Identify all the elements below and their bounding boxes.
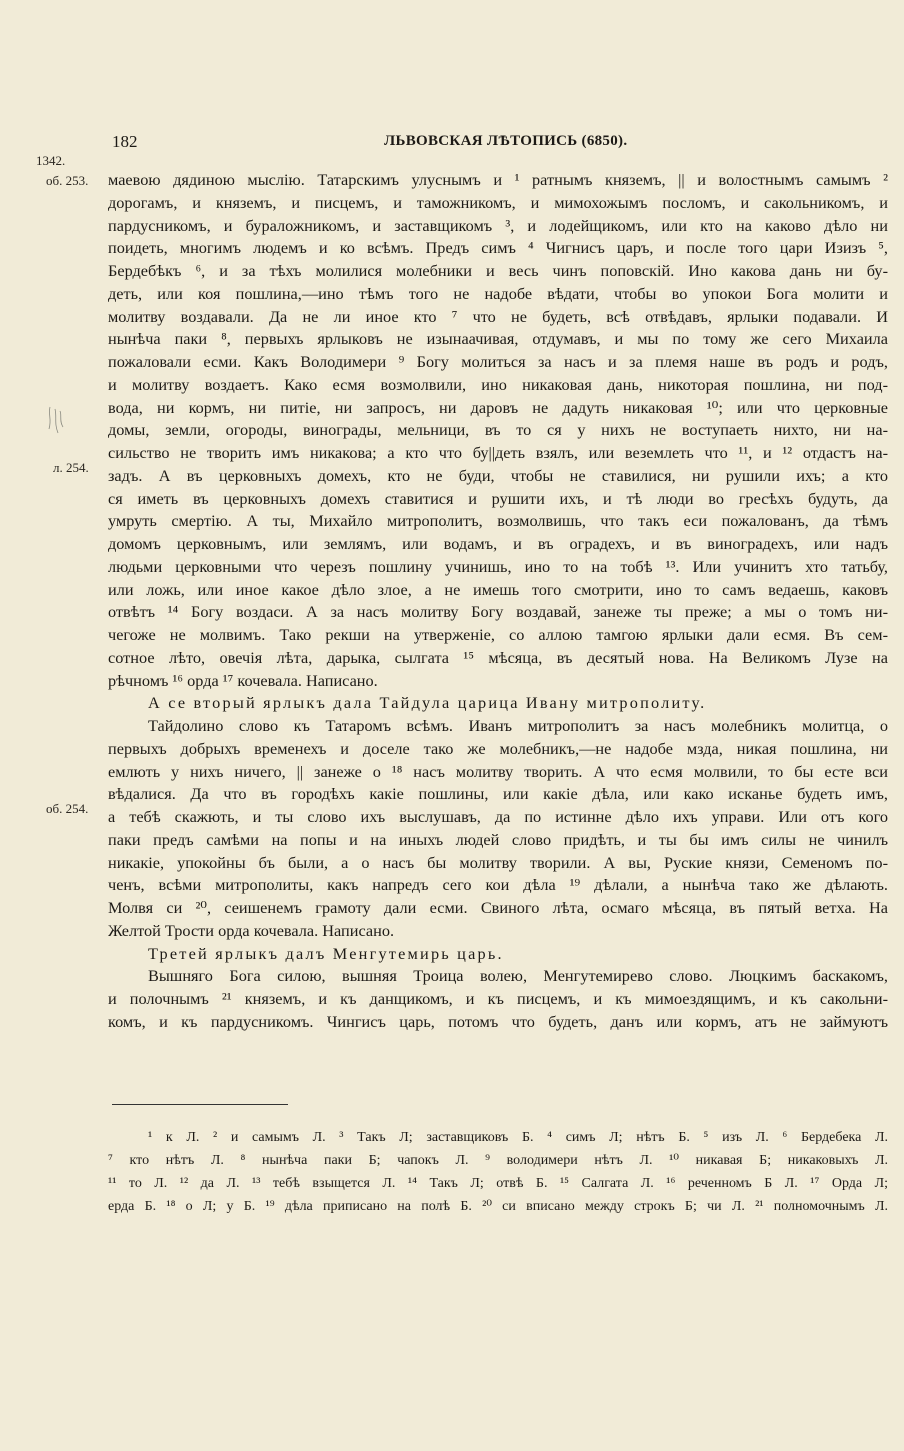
body-line-26: первыхъ добрыхъ временехъ и доселе тако же молебникъ,—не надобе мзда, никая пошлина, ни xyxy=(108,738,888,758)
body-line-8: нынѣча паки ⁸, первыхъ ярлыковъ не изынаачивая, отдумавъ, и мы по тому же сего Михаила xyxy=(108,329,888,349)
margin-year: 1342. xyxy=(36,153,66,168)
page-number: 182 xyxy=(112,132,138,151)
body-line-29: а тебѣ скажють, и ты слово ихъ выслушавъ, да по истинне дѣло ихъ управи. Или отъ кого xyxy=(108,807,888,826)
body-line-37: и полочнымъ ²¹ княземъ, и къ данщикомъ, и къ писцемъ, и къ мимоездящимъ, и къ сакольни- xyxy=(108,989,888,1008)
body-line-16: умруть смертію. А ты, Михайло митрополитъ, возмолвишь, что такъ еси пожалованъ, да тѣмъ xyxy=(108,511,888,531)
footnote-line-1: ¹ к Л. ² и самымъ Л. ³ Такъ Л; заставщиковъ Б. ⁴ симъ Л; нѣтъ Б. ⁵ изъ Л. ⁶ Бердебека Л. xyxy=(148,1130,888,1145)
body-line-27: емлють у нихъ ничего, || занеже о ¹⁸ насъ молитву творить. А что есмя молвили, то бы есте вси xyxy=(108,761,888,781)
page-header xyxy=(112,132,892,156)
footnotes xyxy=(108,1126,888,1218)
margin-folio-l254: л. 254. xyxy=(53,460,89,475)
body-line-34: Желтой Трости орда кочевала. Написано. xyxy=(108,920,395,940)
body-line-33: Молвя си ²⁰, сеишенемъ грамоту дали есми. Свиного лѣта, осмаго мѣсяца, въ пятый ветха. На xyxy=(108,898,888,917)
body-line-36: Вышняго Бога силою, вышняя Троица волею, Менгутемирево слово. Люцкимъ баскакомъ, xyxy=(148,966,888,986)
body-line-1: маевою дядиною мыслію. Татарскимъ улуснымъ и ¹ ратнымъ княземъ, || и волостнымъ самымъ ² xyxy=(108,170,888,189)
body-line-14: задъ. А въ церковныхъ домехъ, кто не буди, чтобы не ставилися, ни рушили ихъ; а кто xyxy=(108,465,888,485)
body-line-12: домы, земли, огороды, винограды, мельници, въ то ся у нихъ не воступаеть нихто, ни на- xyxy=(108,420,888,440)
running-title: ЛЬВОВСКАЯ ЛѢТОПИСЬ (6850). xyxy=(384,133,628,149)
body-line-3: пардусникомъ, и бураложникомъ, и заставщикомъ ³, и лодейщикомъ, или кто на каково дѣло ни xyxy=(108,215,888,235)
body-line-15: ся иметь въ церковныхъ домехъ ставитися и рушити ихъ, и тѣ люди во гресѣхъ будуть, да xyxy=(108,488,888,508)
margin-folio-ob253: об. 253. xyxy=(46,173,89,188)
body-line-31: никакіе, упокойны бъ были, а о насъ бы молитву творили. А вы, Руские князи, Семеномъ по- xyxy=(108,852,888,872)
body-line-21: чегоже не молвимъ. Тако рекши на утверженіе, со аллою тамгою ярлыки дали есмя. Въ сем- xyxy=(108,625,888,644)
footnote-line-2: ⁷ кто нѣтъ Л. ⁸ нынѣча паки Б; чапокъ Л. ⁹ володимери нѣтъ Л. ¹⁰ никавая Б; никаковыхъ Л. xyxy=(108,1153,888,1168)
body-line-25: Тайдолино слово къ Татаромъ всѣмъ. Иванъ митрополитъ за насъ молебникъ молитца, о xyxy=(148,716,888,735)
section-heading-2: А се вторый ярлыкъ дала Тайдула царица Ивану митрополиту. xyxy=(148,693,707,713)
footnote-line-4: ерда Б. ¹⁸ о Л; у Б. ¹⁹ дѣла приписано на полѣ Б. ²⁰ си вписано между строкъ Б; чи Л. ²¹ полномочнымъ Л. xyxy=(108,1199,888,1214)
footnote-divider xyxy=(112,1104,288,1105)
body-line-18: людьми церковными что черезъ пошлину учинишь, ино то на тобѣ ¹³. Или учинитъ хто татьбу, xyxy=(108,556,888,576)
body-line-22: сотное лѣто, овечія лѣта, дарыка, сылгата ¹⁵ мѣсяца, въ десятый нова. На Великомъ Лузе на xyxy=(108,647,888,667)
body-line-9: пожаловали есми. Какъ Володимери ⁹ Богу молиться за насъ и за племя наше въ родъ и родъ, xyxy=(108,352,888,371)
body-line-5: Бердебѣкъ ⁶, и за тѣхъ молилися молебники и весь чинъ поповскій. Ино какова дань ни бу- xyxy=(108,261,888,280)
body-line-11: вода, ни кормъ, ни питіе, ни запросъ, ни даровъ не дадуть никаковая ¹⁰; или что церковные xyxy=(108,397,888,417)
section-heading-3: Третей ярлыкъ далъ Менгутемирь царь. xyxy=(148,943,504,963)
body-line-30: паки предъ самѣми на попы и на иныхъ людей слово придѣть, и ты бы имъ силы не чинилъ xyxy=(108,829,888,849)
body-line-2: дорогамъ, и княземъ, и писцемъ, и таможникомъ, и мимохожымъ посломъ, и сакольникомъ, и xyxy=(108,192,888,212)
body-line-4: поидеть, многимъ людемъ и ко всѣмъ. Предъ симъ ⁴ Чигнисъ царъ, и после того цари Изизъ ⁵, xyxy=(108,238,888,258)
body-line-28: вѣдалися. Да что въ городѣхъ какіе пошлины, или какіе дѣла, или како исканье будеть имъ, xyxy=(108,784,888,804)
body-line-7: молитву воздавали. Да не ли иное кто ⁷ что не будеть, всѣ отвѣдавъ, ярлыки подавали. И xyxy=(108,306,888,326)
body-line-20: отвѣтъ ¹⁴ Богу воздаси. А за насъ молитву Богу воздавай, занеже ты преже; а мы о томъ ни- xyxy=(108,602,888,622)
body-line-10: и молитву воздаетъ. Како есмя возмолвили, ино никаковая дань, никоторая пошлина, ни под- xyxy=(108,374,888,394)
body-line-38: комъ, и къ пардусникомъ. Чингисъ царь, потомъ что будеть, данъ или кормъ, атъ не займуютъ xyxy=(108,1011,888,1031)
body-line-19: или ложь, или иное какое дѣло злое, а не имешь того смотрити, ино то самъ ведаешь, каковъ xyxy=(108,579,888,599)
body-line-6: деть, или коя пошлина,—ино тѣмъ того не надобе вѣдати, чтобы во упокои Бога молити и xyxy=(108,283,888,303)
body-line-13: сильство не творить имъ никакова; а кто что бу||деть взялъ, или веземлеть что ¹¹, и ¹² отдастъ на- xyxy=(108,443,888,462)
body-line-23: рѣчномъ ¹⁶ орда ¹⁷ кочевала. Написано. xyxy=(108,670,378,690)
body-line-32: ченъ, всѣми митрополиты, какъ напредъ сего кои дѣла ¹⁹ дѣлали, а нынѣча тако же дѣлають. xyxy=(108,875,888,895)
body-line-17: домомъ церковнымъ, или землямъ, или водамъ, и въ оградехъ, и въ виноградехъ, или надъ xyxy=(108,534,888,553)
margin-pencil-mark xyxy=(46,405,66,435)
margin-folio-ob254: об. 254. xyxy=(46,801,89,816)
body-text xyxy=(108,169,888,1034)
footnote-line-3: ¹¹ то Л. ¹² да Л. ¹³ тебѣ взыщется Л. ¹⁴ Такъ Л; отвѣ Б. ¹⁵ Салгата Л. ¹⁶ реченномъ Б Л. ¹⁷ Орда Л; xyxy=(108,1176,888,1191)
